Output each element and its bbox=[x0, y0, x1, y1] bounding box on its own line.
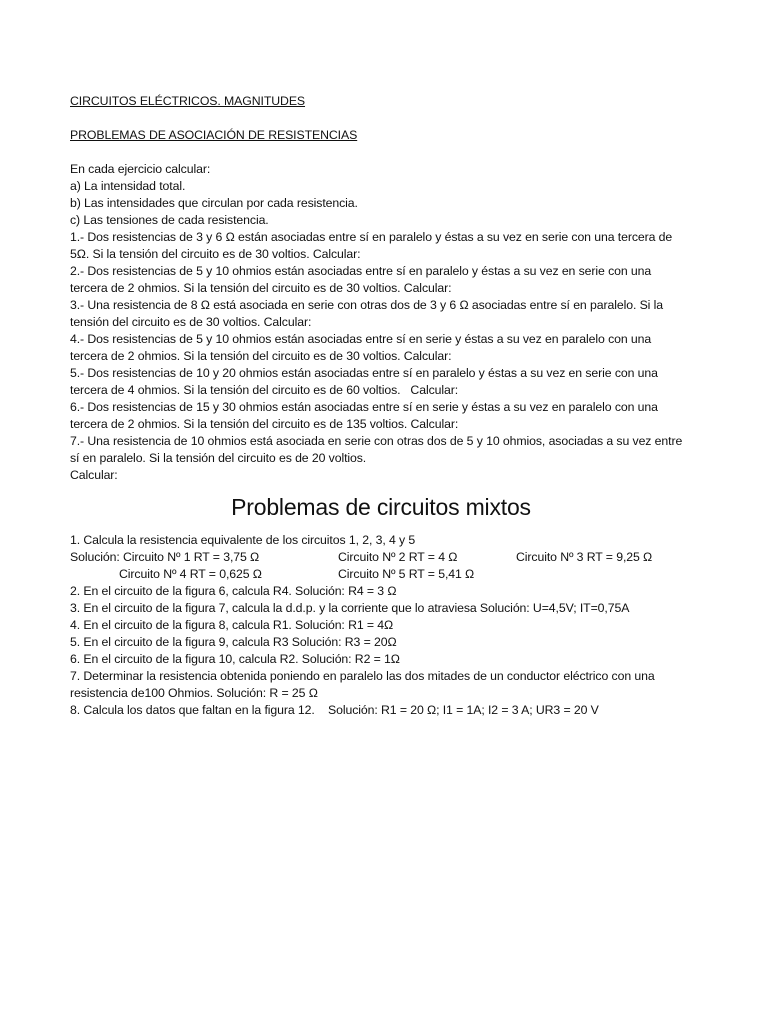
intro-line: a) La intensidad total. bbox=[70, 179, 186, 193]
problem-7-calcular: Calcular: bbox=[70, 468, 118, 482]
solution-row-1 bbox=[70, 549, 692, 566]
section-title: Problemas de circuitos mixtos bbox=[231, 494, 531, 520]
solution-circuit-1: Solución: Circuito Nº 1 RT = 3,75 Ω bbox=[70, 550, 260, 564]
document-body bbox=[70, 93, 692, 719]
solution-row-2 bbox=[70, 566, 692, 583]
problem-1: 1.- Dos resistencias de 3 y 6 Ω están asociadas entre sí en paralelo y éstas a su vez en serie con una tercera de 5Ω. Si la tensión del circuito es de 30 voltios. Calcular: bbox=[70, 230, 676, 261]
problem-2: 2.- Dos resistencias de 5 y 10 ohmios están asociadas entre sí en paralelo y éstas a su vez en serie con una tercera de 2 ohmios. Si la tensión del circuito es de 30 voltios. Calcular: bbox=[70, 264, 655, 295]
mixed-question-6: 6. En el circuito de la figura 10, calcula R2. Solución: R2 = 1Ω bbox=[70, 652, 400, 666]
solution-circuit-5: Circuito Nº 5 RT = 5,41 Ω bbox=[338, 567, 475, 581]
mixed-question-3: 3. En el circuito de la figura 7, calcula la d.d.p. y la corriente que lo atraviesa Solución: U=4,5V; IT=0,75A bbox=[70, 601, 630, 615]
mixed-question-5: 5. En el circuito de la figura 9, calcula R3 Solución: R3 = 20Ω bbox=[70, 635, 397, 649]
problem-6: 6.- Dos resistencias de 15 y 30 ohmios están asociadas entre sí en serie y éstas a su vez en paralelo con una tercera de 2 ohmios. Si la tensión del circuito es de 135 voltios. Calcular: bbox=[70, 400, 662, 431]
problem-list bbox=[70, 229, 692, 484]
problem-4: 4.- Dos resistencias de 5 y 10 ohmios están asociadas entre sí en serie y éstas a su vez en paralelo con una tercera de 2 ohmios. Si la tensión del circuito es de 30 voltios. Calcular: bbox=[70, 332, 655, 363]
problem-5: 5.- Dos resistencias de 10 y 20 ohmios están asociadas entre sí en paralelo y éstas a su vez en serie con una tercera de 4 ohmios. Si la tensión del circuito es de 60 voltios. Calcular: bbox=[70, 366, 662, 397]
problem-7: 7.- Una resistencia de 10 ohmios está asociada en serie con otras dos de 5 y 10 ohmios, asociadas a su vez entre sí en paralelo. Si la tensión del circuito es de 20 voltios. bbox=[70, 434, 686, 465]
mixed-question-1: 1. Calcula la resistencia equivalente de los circuitos 1, 2, 3, 4 y 5 bbox=[70, 533, 416, 547]
intro-line: c) Las tensiones de cada resistencia. bbox=[70, 213, 269, 227]
mixed-question-7: 7. Determinar la resistencia obtenida poniendo en paralelo las dos mitades de un conductor eléctrico con una resistencia de100 Ohmios. Solución: R = 25 Ω bbox=[70, 669, 658, 700]
mixed-problems bbox=[70, 532, 692, 719]
intro-line: En cada ejercicio calcular: bbox=[70, 162, 211, 176]
solution-circuit-3: Circuito Nº 3 RT = 9,25 Ω bbox=[516, 550, 653, 564]
problem-3: 3.- Una resistencia de 8 Ω está asociada en serie con otras dos de 3 y 6 Ω asociadas entre sí en paralelo. Si la tensión del circuito es de 30 voltios. Calcular: bbox=[70, 298, 667, 329]
mixed-question-4: 4. En el circuito de la figura 8, calcula R1. Solución: R1 = 4Ω bbox=[70, 618, 394, 632]
mixed-question-8: 8. Calcula los datos que faltan en la figura 12. Solución: R1 = 20 Ω; I1 = 1A; I2 = 3 A; UR3 = 20 V bbox=[70, 703, 599, 717]
mixed-question-2: 2. En el circuito de la figura 6, calcula R4. Solución: R4 = 3 Ω bbox=[70, 584, 397, 598]
intro-block bbox=[70, 161, 692, 229]
main-heading: CIRCUITOS ELÉCTRICOS. MAGNITUDES bbox=[70, 94, 306, 108]
intro-line: b) Las intensidades que circulan por cada resistencia. bbox=[70, 196, 358, 210]
solution-circuit-2: Circuito Nº 2 RT = 4 Ω bbox=[338, 550, 458, 564]
sub-heading: PROBLEMAS DE ASOCIACIÓN DE RESISTENCIAS bbox=[70, 128, 358, 142]
solution-circuit-4: Circuito Nº 4 RT = 0,625 Ω bbox=[119, 567, 262, 581]
